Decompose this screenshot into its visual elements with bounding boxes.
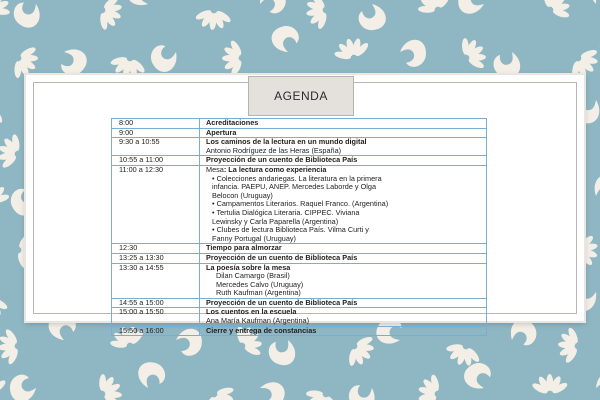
paisley-swirl-icon bbox=[123, 0, 158, 10]
event-cell bbox=[200, 129, 486, 138]
schedule-table bbox=[111, 118, 487, 336]
speaker-line: Mercedes Calvo (Uruguay) bbox=[216, 279, 304, 289]
event-title: Tiempo para almorzar bbox=[206, 243, 282, 253]
leaf-sprig-icon bbox=[94, 0, 127, 35]
leaf-sprig-icon bbox=[303, 0, 331, 32]
leaf-sprig-icon bbox=[92, 368, 128, 400]
time-cell: 15:50 a 16:00 bbox=[112, 327, 200, 336]
detail-line: Fanny Portugal (Uruguay) bbox=[212, 233, 296, 243]
table-row bbox=[112, 119, 486, 129]
paisley-swirl-icon bbox=[590, 171, 600, 206]
event-cell bbox=[200, 166, 486, 243]
detail-line: Lewinsky y Carla Paparella (Argentina) bbox=[212, 216, 339, 226]
event-title: Acreditaciones bbox=[206, 118, 259, 127]
paisley-swirl-icon bbox=[460, 357, 496, 393]
event-cell bbox=[200, 327, 486, 336]
paisley-swirl-icon bbox=[267, 20, 303, 56]
paisley-swirl-icon bbox=[5, 371, 39, 400]
event-title-prefix: Mesa bbox=[206, 164, 224, 174]
event-title: Proyección de un cuento de Biblioteca País bbox=[206, 155, 358, 165]
event-title: Los cuentos en la escuela bbox=[206, 307, 297, 317]
event-cell bbox=[200, 254, 486, 263]
event-cell bbox=[200, 299, 486, 308]
event-title: Proyección de un cuento de Biblioteca País bbox=[206, 252, 358, 262]
paisley-swirl-icon bbox=[592, 367, 600, 400]
paisley-swirl-icon bbox=[258, 381, 286, 400]
table-row bbox=[112, 308, 486, 326]
paisley-swirl-icon bbox=[398, 37, 431, 71]
leaf-sprig-icon bbox=[0, 296, 9, 318]
leaf-sprig-icon bbox=[0, 371, 9, 399]
leaf-sprig-icon bbox=[199, 380, 241, 400]
time-cell: 10:55 a 11:00 bbox=[112, 156, 200, 165]
paisley-swirl-icon bbox=[355, 1, 390, 35]
table-row bbox=[112, 254, 486, 264]
time-cell: 14:55 a 15:00 bbox=[112, 299, 200, 308]
time-cell: 9:30 a 10:55 bbox=[112, 138, 200, 155]
table-row bbox=[112, 264, 486, 299]
table-row bbox=[112, 299, 486, 309]
detail-line: • Tertulia Dialógica Literaria. CIPPEC. Viviana bbox=[212, 207, 360, 217]
speaker-line: Antonio Rodríguez de las Heras (España) bbox=[206, 145, 342, 155]
leaf-sprig-icon bbox=[414, 371, 444, 400]
leaf-sprig-icon bbox=[0, 327, 21, 367]
time-cell: 15:00 a 15:50 bbox=[112, 308, 200, 325]
time-cell: 9:00 bbox=[112, 129, 200, 138]
event-cell bbox=[200, 156, 486, 165]
agenda-title-box bbox=[248, 76, 354, 116]
leaf-sprig-icon bbox=[222, 39, 244, 77]
leaf-sprig-icon bbox=[556, 325, 581, 365]
leaf-sprig-icon bbox=[412, 0, 455, 20]
detail-line: infancia. PAEPU, ANEP. Mercedes Laborde y Olga bbox=[212, 182, 376, 192]
paisley-swirl-icon bbox=[345, 381, 379, 400]
event-cell bbox=[200, 119, 486, 128]
table-row bbox=[112, 138, 486, 156]
speaker-line: Ruth Kaufman (Argentina) bbox=[216, 288, 301, 298]
leaf-sprig-icon bbox=[536, 0, 577, 25]
agenda-title: AGENDA bbox=[274, 89, 328, 103]
table-row bbox=[112, 327, 486, 336]
detail-line: Belocon (Uruguay) bbox=[212, 190, 273, 200]
event-title-rest: : La lectura como experiencia bbox=[223, 164, 327, 174]
leaf-sprig-icon bbox=[0, 97, 8, 132]
leaf-sprig-icon bbox=[455, 31, 494, 74]
event-title: Los caminos de la lectura en un mundo digital bbox=[206, 137, 367, 147]
detail-line: • Campamentos Literarios. Raquel Franco. (Argentina) bbox=[212, 199, 389, 209]
event-title: Cierre y entrega de constancias bbox=[206, 325, 317, 335]
leaf-sprig-icon bbox=[193, 7, 233, 32]
table-row bbox=[112, 166, 486, 244]
paisley-swirl-icon bbox=[589, 0, 600, 6]
paisley-swirl-icon bbox=[137, 360, 167, 389]
detail-line: • Clubes de lectura Biblioteca País. Vilma Curti y bbox=[212, 225, 369, 235]
paisley-swirl-icon bbox=[269, 340, 295, 365]
leaf-sprig-icon bbox=[0, 178, 13, 207]
paisley-swirl-icon bbox=[255, 0, 291, 18]
leaf-sprig-icon bbox=[299, 383, 342, 400]
paisley-swirl-icon bbox=[11, 0, 43, 30]
leaf-sprig-icon bbox=[531, 374, 569, 396]
event-title: La poesía sobre la mesa bbox=[206, 262, 291, 272]
time-cell: 8:00 bbox=[112, 119, 200, 128]
leaf-sprig-icon bbox=[0, 130, 25, 173]
leaf-sprig-icon bbox=[342, 330, 382, 373]
event-cell bbox=[200, 308, 486, 325]
time-cell: 11:00 a 12:30 bbox=[112, 166, 200, 243]
paisley-swirl-icon bbox=[145, 40, 181, 76]
event-cell bbox=[200, 138, 486, 155]
leaf-sprig-icon bbox=[330, 33, 372, 64]
event-title: Proyección de un cuento de Biblioteca País bbox=[206, 297, 358, 307]
time-cell: 12:30 bbox=[112, 244, 200, 253]
detail-line: • Colecciones andariegas. La literatura en la primera bbox=[212, 173, 382, 183]
speaker-line: Dilan Camargo (Brasil) bbox=[216, 271, 290, 281]
speaker-line: Ana María Kaufman (Argentina) bbox=[206, 316, 310, 326]
event-title: Apertura bbox=[206, 127, 237, 137]
time-cell: 13:30 a 14:55 bbox=[112, 264, 200, 298]
paisley-swirl-icon bbox=[456, 0, 485, 15]
event-cell bbox=[200, 244, 486, 253]
event-cell bbox=[200, 264, 486, 298]
time-cell: 13:25 a 13:30 bbox=[112, 254, 200, 263]
